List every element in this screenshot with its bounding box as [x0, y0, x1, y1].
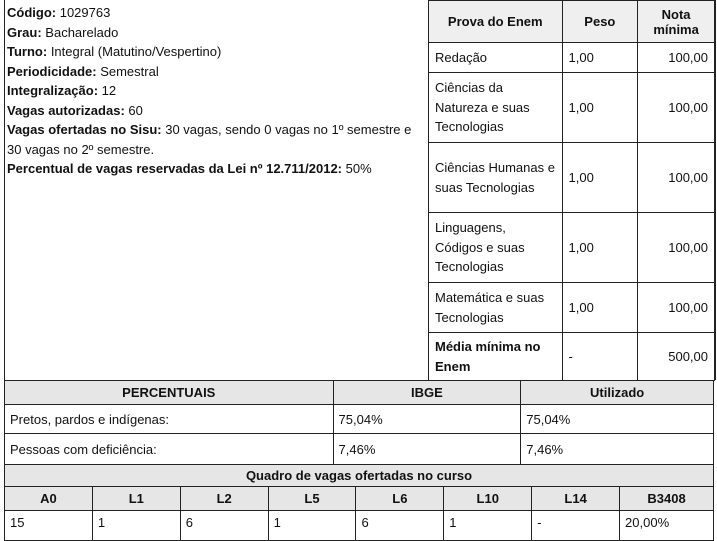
enem-header-prova: Prova do Enem — [429, 1, 563, 43]
quadro-value: 15 — [5, 511, 93, 541]
ibge-header: IBGE — [333, 381, 521, 405]
enem-peso: 1,00 — [562, 143, 638, 213]
course-info-section — [4, 0, 716, 380]
enem-media-label: Média mínima no Enem — [429, 333, 563, 381]
enem-nota: 100,00 — [638, 143, 715, 213]
grau-value: Bacharelado — [45, 24, 119, 40]
enem-media-peso: - — [562, 333, 638, 381]
enem-row — [429, 143, 715, 213]
enem-table — [428, 0, 715, 381]
vagas-autorizadas-value: 60 — [128, 102, 143, 118]
utilizado-header: Utilizado — [521, 381, 714, 405]
quadro-header: L10 — [444, 487, 532, 511]
percentuais-header-row — [5, 381, 714, 405]
enem-row — [429, 213, 715, 283]
quadro-value: 1 — [92, 511, 180, 541]
quadro-header: L1 — [92, 487, 180, 511]
quadro-value: 1 — [444, 511, 532, 541]
quadro-header: L5 — [268, 487, 356, 511]
quadro-value: 6 — [180, 511, 268, 541]
enem-header-nota: Nota mínima — [638, 1, 715, 43]
enem-media-nota: 500,00 — [638, 333, 715, 381]
quadro-value: 6 — [356, 511, 444, 541]
turno-value: Integral (Matutino/Vespertino) — [50, 44, 222, 59]
vagas-sisu-row — [7, 120, 425, 159]
course-info — [7, 3, 425, 179]
quadro-value: - — [532, 511, 620, 541]
enem-prova: Linguagens, Códigos e suas Tecnologias — [429, 213, 563, 283]
percentual-lei-value: 50% — [345, 161, 372, 176]
vagas-autorizadas-row — [7, 101, 425, 121]
integralizacao-row — [7, 81, 425, 101]
integralizacao-label: Integralização: — [7, 83, 99, 98]
enem-peso: 1,00 — [562, 73, 638, 143]
vagas-autorizadas-label: Vagas autorizadas: — [7, 102, 125, 118]
enem-row — [429, 43, 715, 73]
percentual-lei-label: Percentual de vagas reservadas da Lei nº 12.711/2012: — [7, 161, 343, 176]
codigo-value: 1029763 — [59, 5, 111, 20]
quadro-title: Quadro de vagas ofertadas no curso — [5, 465, 714, 487]
enem-prova: Ciências da Natureza e suas Tecnologias — [429, 73, 563, 143]
percentual-lei-row — [7, 159, 425, 179]
enem-media-row — [429, 333, 715, 381]
quadro-value: 20,00% — [620, 511, 714, 541]
enem-nota: 100,00 — [638, 43, 715, 73]
periodicidade-value: Semestral — [100, 63, 159, 79]
percentuais-label: Pretos, pardos e indígenas: — [5, 405, 334, 434]
ibge-value: 75,04% — [333, 405, 521, 434]
percentuais-table — [4, 380, 714, 465]
quadro-header: B3408 — [620, 487, 714, 511]
vagas-section — [4, 380, 714, 541]
enem-prova: Redação — [429, 43, 563, 73]
quadro-value: 1 — [268, 511, 356, 541]
enem-nota: 100,00 — [638, 73, 715, 143]
grau-row — [7, 23, 425, 43]
percentuais-label: Pessoas com deficiência: — [5, 434, 334, 465]
enem-header-peso: Peso — [562, 1, 638, 43]
turno-row — [7, 42, 425, 62]
ibge-value: 7,46% — [333, 434, 521, 465]
enem-row — [429, 283, 715, 333]
enem-peso: 1,00 — [562, 283, 638, 333]
enem-nota: 100,00 — [638, 283, 715, 333]
enem-nota: 100,00 — [638, 213, 715, 283]
quadro-header: A0 — [5, 487, 93, 511]
utilizado-value: 7,46% — [521, 434, 714, 465]
vagas-sisu-label: Vagas ofertadas no Sisu: — [7, 122, 162, 137]
codigo-label: Código: — [7, 5, 57, 20]
periodicidade-row — [7, 62, 425, 82]
percentuais-header: PERCENTUAIS — [5, 381, 334, 405]
quadro-header-row — [5, 487, 714, 511]
quadro-values-row — [5, 511, 714, 541]
enem-prova: Ciências Humanas e suas Tecnologias — [429, 143, 563, 213]
codigo-row — [7, 3, 425, 23]
periodicidade-label: Periodicidade: — [7, 63, 97, 79]
vagas-sisu-value: 30 vagas, sendo 0 vagas no 1º semestre e 30 vagas no 2º semestre. — [7, 122, 412, 157]
quadro-header: L2 — [180, 487, 268, 511]
enem-peso: 1,00 — [562, 43, 638, 73]
percentuais-row — [5, 434, 714, 465]
enem-header-row — [429, 1, 715, 43]
quadro-title-row — [5, 465, 714, 487]
utilizado-value: 75,04% — [521, 405, 714, 434]
enem-peso: 1,00 — [562, 213, 638, 283]
integralizacao-value: 12 — [101, 83, 117, 98]
quadro-header: L6 — [356, 487, 444, 511]
percentuais-row — [5, 405, 714, 434]
enem-prova: Matemática e suas Tecnologias — [429, 283, 563, 333]
turno-label: Turno: — [7, 44, 48, 59]
grau-label: Grau: — [7, 24, 42, 40]
enem-row — [429, 73, 715, 143]
quadro-vagas-table — [4, 464, 714, 541]
quadro-header: L14 — [532, 487, 620, 511]
